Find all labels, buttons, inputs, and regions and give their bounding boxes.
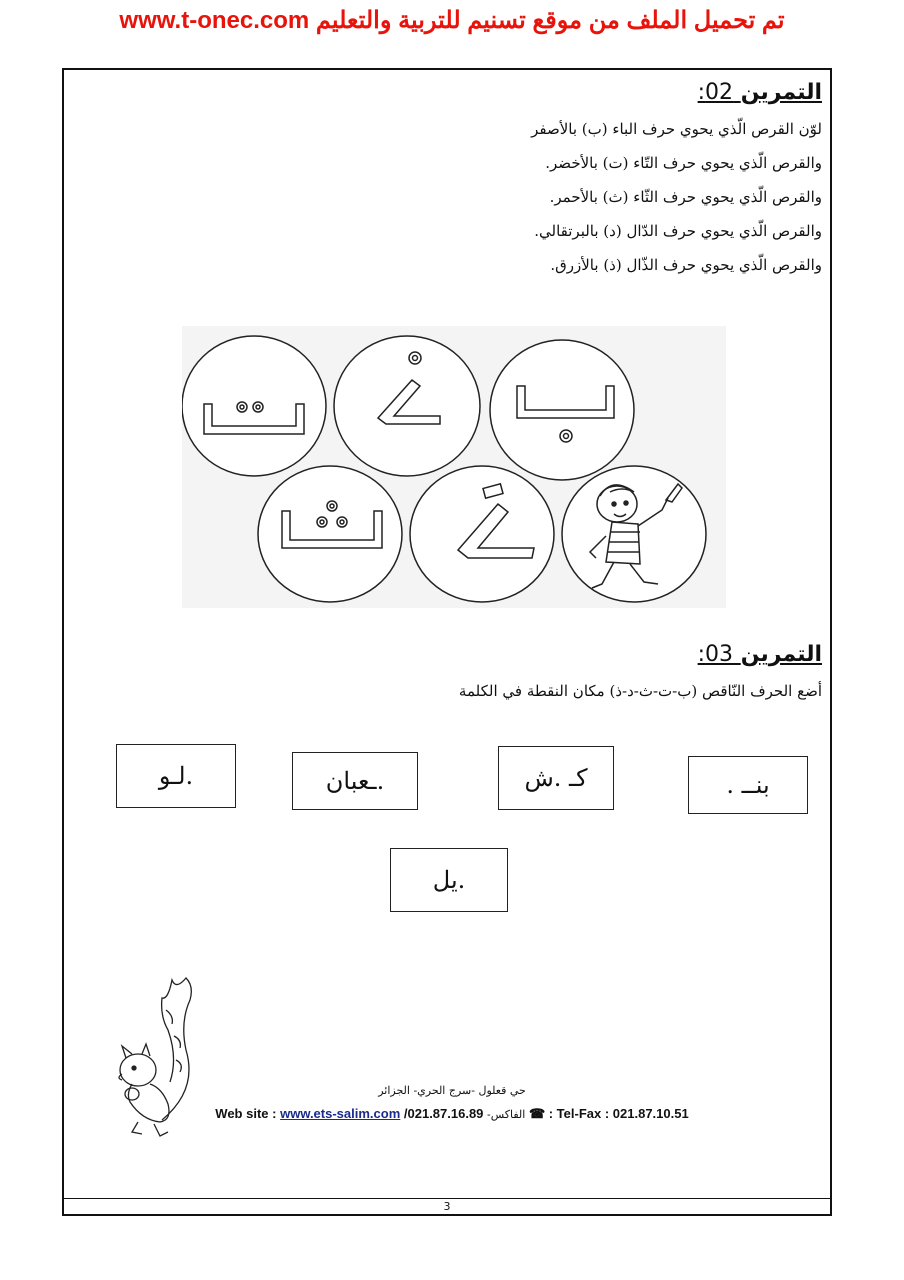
exercise-2-instructions	[531, 112, 822, 282]
exercise-3-colon: :	[697, 642, 706, 667]
footer-address: حي قعلول -سرج الحري- الجزائر	[378, 1084, 526, 1097]
disc-dal	[410, 466, 554, 602]
exercise-2-colon: :	[697, 80, 706, 105]
website-label: Web site :	[215, 1106, 277, 1121]
exercise-3-title	[698, 642, 822, 667]
exercise-3-instruction: أضع الحرف النّاقص (ب-ت-ث-د-ذ) مكان النقطة في الكلمة	[458, 682, 822, 700]
word-box: بنــ .	[688, 756, 808, 814]
letter-discs-figure	[182, 326, 726, 608]
instruction-line: والقرص الّذي يحوي حرف التّاء (ت) بالأخضر.	[545, 154, 822, 172]
exercise-2-title-word: التمرين	[740, 80, 822, 105]
instruction-line: والقرص الّذي يحوي حرف الثّاء (ث) بالأحمر.	[549, 188, 822, 206]
fax-number: /021.87.16.89	[403, 1106, 484, 1121]
worksheet-page	[62, 68, 832, 1216]
disc-boy	[562, 466, 706, 602]
word-box: .لـو	[116, 744, 236, 808]
website-link[interactable]: www.ets-salim.com	[280, 1106, 401, 1121]
page-number: 3	[443, 1200, 451, 1213]
instruction-line: لوّن القرص الّذي يحوي حرف الباء (ب) بالأصفر	[531, 120, 822, 138]
word-box: .ـعبان	[292, 752, 418, 810]
exercise-3-number: 03	[705, 642, 734, 667]
phone-info: ☎ : Tel-Fax : 021.87.10.51	[528, 1106, 689, 1121]
exercise-2-title	[698, 80, 822, 105]
instruction-line: والقرص الّذي يحوي حرف الذّال (ذ) بالأزرق.	[550, 256, 822, 274]
exercise-2-number: 02	[705, 80, 734, 105]
footer-contact	[0, 1106, 904, 1122]
exercise-3-title-word: التمرين	[740, 642, 822, 667]
fax-label: -الفاكس	[487, 1109, 526, 1121]
instruction-line: والقرص الّذي يحوي حرف الدّال (د) بالبرتقالي.	[534, 222, 822, 240]
site-banner: تم تحميل الملف من موقع تسنيم للتربية والتعليم www.t-onec.com	[119, 7, 785, 34]
disc-tha	[258, 466, 402, 602]
squirrel-icon	[102, 970, 212, 1150]
disc-dhal	[334, 336, 480, 476]
footer-divider	[64, 1198, 830, 1199]
word-box: كـ .ش	[498, 746, 614, 810]
word-box: .يل	[390, 848, 508, 912]
